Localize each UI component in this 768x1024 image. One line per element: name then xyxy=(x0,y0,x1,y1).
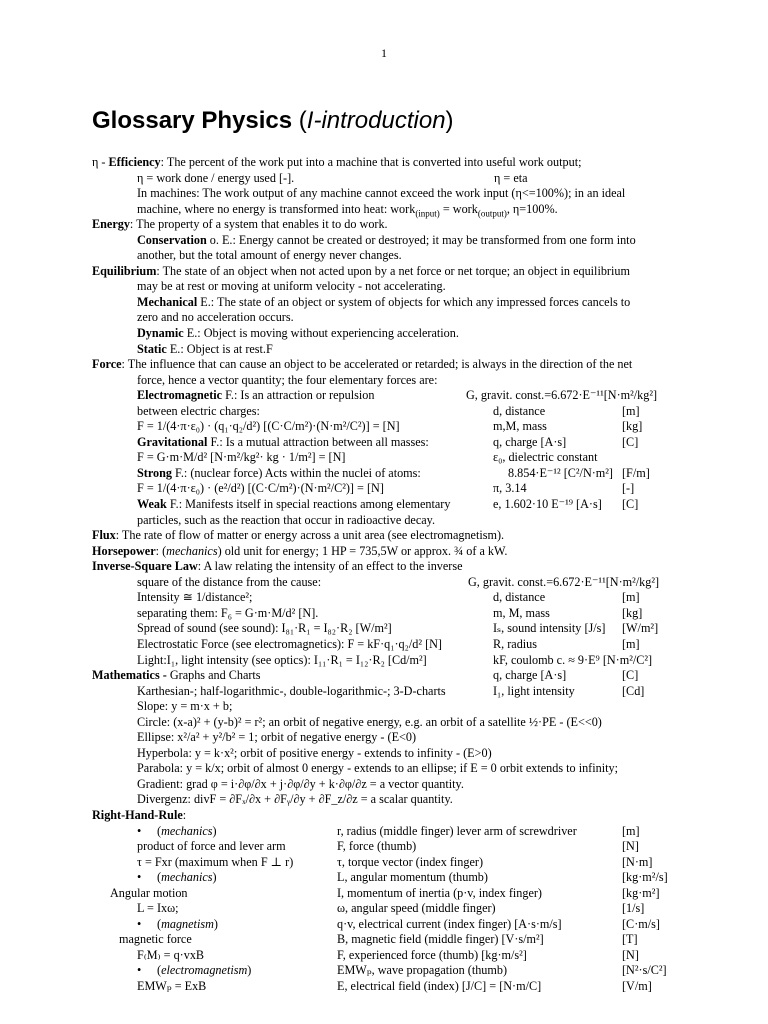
rhr-row xyxy=(92,901,692,917)
definition-text: : The influence that can cause an object to be accelerated or retarded; is always in the direction of the net xyxy=(121,357,633,372)
mathematics-entry xyxy=(92,668,692,684)
rhr-unit: [V/m] xyxy=(622,978,652,993)
symbol-definition: d, distance xyxy=(493,403,546,418)
efficiency-entry xyxy=(92,155,692,171)
text: L = Ixω; xyxy=(137,901,179,916)
rhr-unit: [kg·m²/s] xyxy=(622,870,668,885)
rhr-description: q·v, electrical current (index finger) [A·s·m/s] xyxy=(337,916,562,931)
symbol-definition: q, charge [A·s] xyxy=(493,668,567,683)
equilibrium-static xyxy=(92,342,692,358)
symbol-unit: [m] xyxy=(622,590,640,605)
rhr-unit: [N·m] xyxy=(622,854,653,869)
energy-conservation xyxy=(92,233,692,249)
text: EMWₚ = ExB xyxy=(137,978,207,993)
rhr-unit: [C·m/s] xyxy=(622,916,660,931)
force-em-formula xyxy=(92,419,692,435)
symbol-definition: 8.854·E⁻¹² [C²/N·m²] xyxy=(508,465,613,480)
symbol-definition: d, distance xyxy=(493,590,546,605)
text: machine, where no energy is transformed into heat: work xyxy=(137,201,416,216)
text: Electrostatic Force (see electromagnetics): F = kF·q₁·q₂/d² [N] xyxy=(137,636,442,651)
rhr-description: E, electrical field (index) [J/C] = [N·m/C] xyxy=(337,978,542,993)
equilibrium-mechanical-2: zero and no acceleration occurs. xyxy=(137,310,294,325)
text: Light:I₁, light intensity (see optics): I₁₁·R₁ = I₁₂·R₂ [Cd/m²] xyxy=(137,652,427,667)
italic-text: magnetism xyxy=(161,916,214,931)
definition-text: E.: The state of an object or system of objects for which any impressed forces cancels to xyxy=(197,294,631,309)
inverse-square-line xyxy=(92,575,692,591)
energy-entry xyxy=(92,217,692,233)
symbol-definition: R, radius xyxy=(493,636,538,651)
term-flux: Flux xyxy=(92,528,116,543)
subscript: (input) xyxy=(415,208,440,219)
formula-text: η = work done / energy used [-]. xyxy=(137,170,295,185)
symbol-unit: [C] xyxy=(622,434,639,449)
symbol-definition: kF, coulomb c. ≈ 9·E⁹ [N·m²/C²] xyxy=(493,652,653,667)
rhr-row xyxy=(92,886,692,902)
italic-text: electromagnetism xyxy=(161,963,248,978)
efficiency-detail-2 xyxy=(92,202,692,218)
title-paren-close: ) xyxy=(445,107,454,134)
term-efficiency: Efficiency xyxy=(108,155,161,169)
rhr-row xyxy=(92,932,692,948)
rhr-row xyxy=(92,855,692,871)
rhr-unit: [T] xyxy=(622,932,638,947)
term-right-hand-rule: Right-Hand-Rule xyxy=(92,807,183,822)
symbol-unit: [F/m] xyxy=(622,465,650,480)
rhr-unit: [N] xyxy=(622,947,639,962)
rhr-row xyxy=(92,839,692,855)
right-hand-rule-entry xyxy=(92,808,692,824)
force-weak xyxy=(92,497,692,513)
force-text-2: force, hence a vector quantity; the four elementary forces are: xyxy=(137,372,438,387)
force-grav-formula xyxy=(92,450,692,466)
symbol-definition: G, gravit. const.=6.672·E⁻¹¹[N·m²/kg²] xyxy=(468,574,660,589)
rhr-unit: [N²·s/C²] xyxy=(622,963,667,978)
symbol-unit: [C] xyxy=(622,668,639,683)
symbol-unit: [kg] xyxy=(622,419,643,434)
rhr-unit: [1/s] xyxy=(622,901,645,916)
definition-text: ) old unit for energy; 1 HP = 735,5W or approx. ¾ of a kW. xyxy=(217,543,508,558)
math-line: Divergenz: divF = ∂Fₓ/∂x + ∂Fᵧ/∂y + ∂F_z/∂z = a scalar quantity. xyxy=(137,792,453,807)
definition-text: : The percent of the work put into a machine that is converted into useful work output; xyxy=(160,155,582,169)
title-main: Glossary Physics xyxy=(92,107,293,134)
definition-text: F.: Is an attraction or repulsion xyxy=(222,388,375,403)
definition-text: : The rate of flow of matter or energy across a unit area (see electromagnetism). xyxy=(115,528,505,543)
math-line xyxy=(92,684,692,700)
force-weak-2: particles, such as the reaction that occur in radioactive decay. xyxy=(137,512,436,527)
subscript: (output) xyxy=(477,208,507,219)
symbol-definition: m,M, mass xyxy=(493,419,547,434)
text: F₍M₎ = q·vxB xyxy=(137,947,205,962)
subterm: Electromagnetic xyxy=(137,388,223,403)
eta-symbol: η - xyxy=(92,155,109,169)
term-mathematics: Mathematics - xyxy=(92,668,170,683)
force-electromagnetic xyxy=(92,388,692,404)
symbol-unit: [m] xyxy=(622,636,640,651)
definition-text: : A law relating the intensity of an effect to the inverse xyxy=(197,559,463,574)
math-line: Gradient: grad φ = i·∂φ/∂x + j·∂φ/∂y + k·∂φ/∂z = a vector quantity. xyxy=(137,776,464,791)
italic-text: mechanics xyxy=(161,870,213,885)
rhr-unit: [m] xyxy=(622,823,640,838)
term-force: Force xyxy=(92,357,122,372)
subterm: Conservation xyxy=(137,232,207,247)
text: Karthesian-; half-logarithmic-, double-logarithmic-; 3-D-charts xyxy=(137,683,446,698)
symbol-unit: [m] xyxy=(622,403,640,418)
text: Spread of sound (see sound): I₈₁·R₁ = I₈₂·R₂ [W/m²] xyxy=(137,621,392,636)
formula-text: F = 1/(4·π·ε₀) · (q₁·q₂/d²) [(C·C/m²)·(N·m²/C²)] = [N] xyxy=(137,419,400,434)
definition-text: Graphs and Charts xyxy=(169,668,261,683)
symbol-unit: [C] xyxy=(622,497,639,512)
bullet: • xyxy=(137,916,142,931)
force-gravitational xyxy=(92,435,692,451)
term-inverse-square-law: Inverse-Square Law xyxy=(92,559,198,574)
rhr-row xyxy=(92,979,692,995)
definition-text: F.: (nuclear force) Acts within the nuclei of atoms: xyxy=(172,465,421,480)
text: : xyxy=(182,807,187,822)
rhr-description: F, experienced force (thumb) [kg·m/s²] xyxy=(337,947,527,962)
rhr-row: • (magnetism) q·v, electrical current (index finger) [A·s·m/s] [C·m/s] xyxy=(92,917,692,933)
rhr-description: F, force (thumb) xyxy=(337,839,417,854)
equilibrium-mechanical xyxy=(92,295,692,311)
title-italic: I-introduction xyxy=(306,107,446,134)
symbol-unit: [kg] xyxy=(622,605,643,620)
math-line: Circle: (x-a)² + (y-b)² = r²; an orbit of negative energy, e.g. an orbit of a satellite ½·PE - (E<<0) xyxy=(137,714,602,729)
symbol-unit: [Cd] xyxy=(622,683,645,698)
rhr-row: • (electromagnetism) EMWₚ, wave propagation (thumb) [N²·s/C²] xyxy=(92,963,692,979)
equilibrium-text-2: may be at rest or moving at uniform velocity - not accelerating. xyxy=(137,279,446,294)
subterm: Gravitational xyxy=(137,434,208,449)
glossary-body xyxy=(92,155,692,995)
symbol-definition: e, 1.602·10 E⁻¹⁹ [A·s] xyxy=(493,497,602,512)
subterm: Dynamic xyxy=(137,326,184,341)
rhr-description: r, radius (middle finger) lever arm of screwdriver xyxy=(337,823,577,838)
definition-text: o. E.: Energy cannot be created or destroyed; it may be transformed from one form into xyxy=(206,232,636,247)
symbol-note: η = eta xyxy=(494,170,528,185)
definition-text: : The state of an object when not acted upon by a net force or net torque; an object in equilibrium xyxy=(156,263,630,278)
text: Angular motion xyxy=(110,885,188,900)
force-strong-formula xyxy=(92,481,692,497)
rhr-description: B, magnetic field (middle finger) [V·s/m²] xyxy=(337,932,544,947)
force-strong xyxy=(92,466,692,482)
text: separating them: F₆ = G·m·M/d² [N]. xyxy=(137,605,319,620)
page-title xyxy=(92,106,454,136)
text: τ = Fxr (maximum when F ⊥ r) xyxy=(137,854,294,869)
inverse-square-line xyxy=(92,621,692,637)
definition-text: E.: Object is at rest.F xyxy=(166,341,273,356)
subterm: Weak xyxy=(137,497,167,512)
definition-text: between electric charges: xyxy=(137,403,260,418)
term-energy: Energy xyxy=(92,217,130,232)
rhr-description: τ, torque vector (index finger) xyxy=(337,854,484,869)
horsepower-entry xyxy=(92,544,692,560)
text: : ( xyxy=(155,543,167,558)
rhr-description: ω, angular speed (middle finger) xyxy=(337,901,496,916)
math-line: Hyperbola: y = k·x²; orbit of positive energy - extends to infinity - (E>0) xyxy=(137,745,492,760)
text: product of force and lever arm xyxy=(137,839,286,854)
rhr-unit: [N] xyxy=(622,839,639,854)
inverse-square-line xyxy=(92,637,692,653)
efficiency-formula xyxy=(92,171,692,187)
efficiency-detail: In machines: The work output of any machine cannot exceed the work input (η<=100%); in an ideal xyxy=(137,186,626,201)
symbol-definition: π, 3.14 xyxy=(493,481,527,496)
symbol-definition: G, gravit. const.=6.672·E⁻¹¹[N·m²/kg²] xyxy=(466,388,658,403)
inverse-square-line xyxy=(92,606,692,622)
text: = work xyxy=(439,201,478,216)
text: , η=100%. xyxy=(506,201,558,216)
term-equilibrium: Equilibrium xyxy=(92,263,157,278)
definition-text: : The property of a system that enables it to do work. xyxy=(129,217,388,232)
rhr-row: • (mechanics) r, radius (middle finger) lever arm of screwdriver [m] xyxy=(92,824,692,840)
definition-text: F.: Manifests itself in special reactions among elementary xyxy=(166,497,451,512)
math-line: Parabola: y = k/x; orbit of almost 0 energy - extends to an ellipse; if E = 0 orbit extends to infinity; xyxy=(137,761,618,776)
rhr-row xyxy=(92,948,692,964)
equilibrium-entry xyxy=(92,264,692,280)
symbol-definition: Iₛ, sound intensity [J/s] xyxy=(493,621,606,636)
force-entry xyxy=(92,357,692,373)
inverse-square-line xyxy=(92,590,692,606)
subterm: Strong xyxy=(137,465,172,480)
italic-text: mechanics xyxy=(166,543,218,558)
math-line: Slope: y = m·x + b; xyxy=(137,699,233,714)
italic-text: mechanics xyxy=(161,823,213,838)
text: Intensity ≅ 1/distance²; xyxy=(137,590,253,605)
page-number: 1 xyxy=(381,46,387,60)
symbol-unit: [-] xyxy=(622,481,635,496)
symbol-definition: m, M, mass xyxy=(493,605,550,620)
force-electromagnetic-2 xyxy=(92,404,692,420)
subterm: Mechanical xyxy=(137,294,198,309)
flux-entry xyxy=(92,528,692,544)
bullet: • xyxy=(137,963,142,978)
symbol-definition: ε₀, dielectric constant xyxy=(493,450,598,465)
rhr-row: • (mechanics) L, angular momentum (thumb) [kg·m²/s] xyxy=(92,870,692,886)
formula-text: F = G·m·M/d² [N·m²/kg²· kg · 1/m²] = [N] xyxy=(137,450,346,465)
text: magnetic force xyxy=(119,932,192,947)
math-line: Ellipse: x²/a² + y²/b² = 1; orbit of negative energy - (E<0) xyxy=(137,730,417,745)
definition-text: F.: Is a mutual attraction between all masses: xyxy=(207,434,429,449)
energy-conservation-2: another, but the total amount of energy never changes. xyxy=(137,248,402,263)
inverse-square-entry xyxy=(92,559,692,575)
symbol-unit: [W/m²] xyxy=(622,621,659,636)
rhr-description: L, angular momentum (thumb) xyxy=(337,870,488,885)
title-paren-open: ( xyxy=(292,107,307,134)
rhr-description: I, momentum of inertia (p·v, index finger) xyxy=(337,885,542,900)
bullet: • xyxy=(137,823,142,838)
rhr-unit: [kg·m²] xyxy=(622,885,660,900)
subterm: Static xyxy=(137,341,167,356)
equilibrium-dynamic xyxy=(92,326,692,342)
formula-text: F = 1/(4·π·ε₀) · (e²/d²) [(C·C/m²)·(N·m²/C²)] = [N] xyxy=(137,481,384,496)
symbol-definition: I₁, light intensity xyxy=(493,683,575,698)
bullet: • xyxy=(137,870,142,885)
text: square of the distance from the cause: xyxy=(137,574,322,589)
inverse-square-line xyxy=(92,653,692,669)
symbol-definition: q, charge [A·s] xyxy=(493,434,567,449)
rhr-description: EMWₚ, wave propagation (thumb) xyxy=(337,963,508,978)
definition-text: E.: Object is moving without experiencing acceleration. xyxy=(183,326,459,341)
term-horsepower: Horsepower xyxy=(92,543,156,558)
